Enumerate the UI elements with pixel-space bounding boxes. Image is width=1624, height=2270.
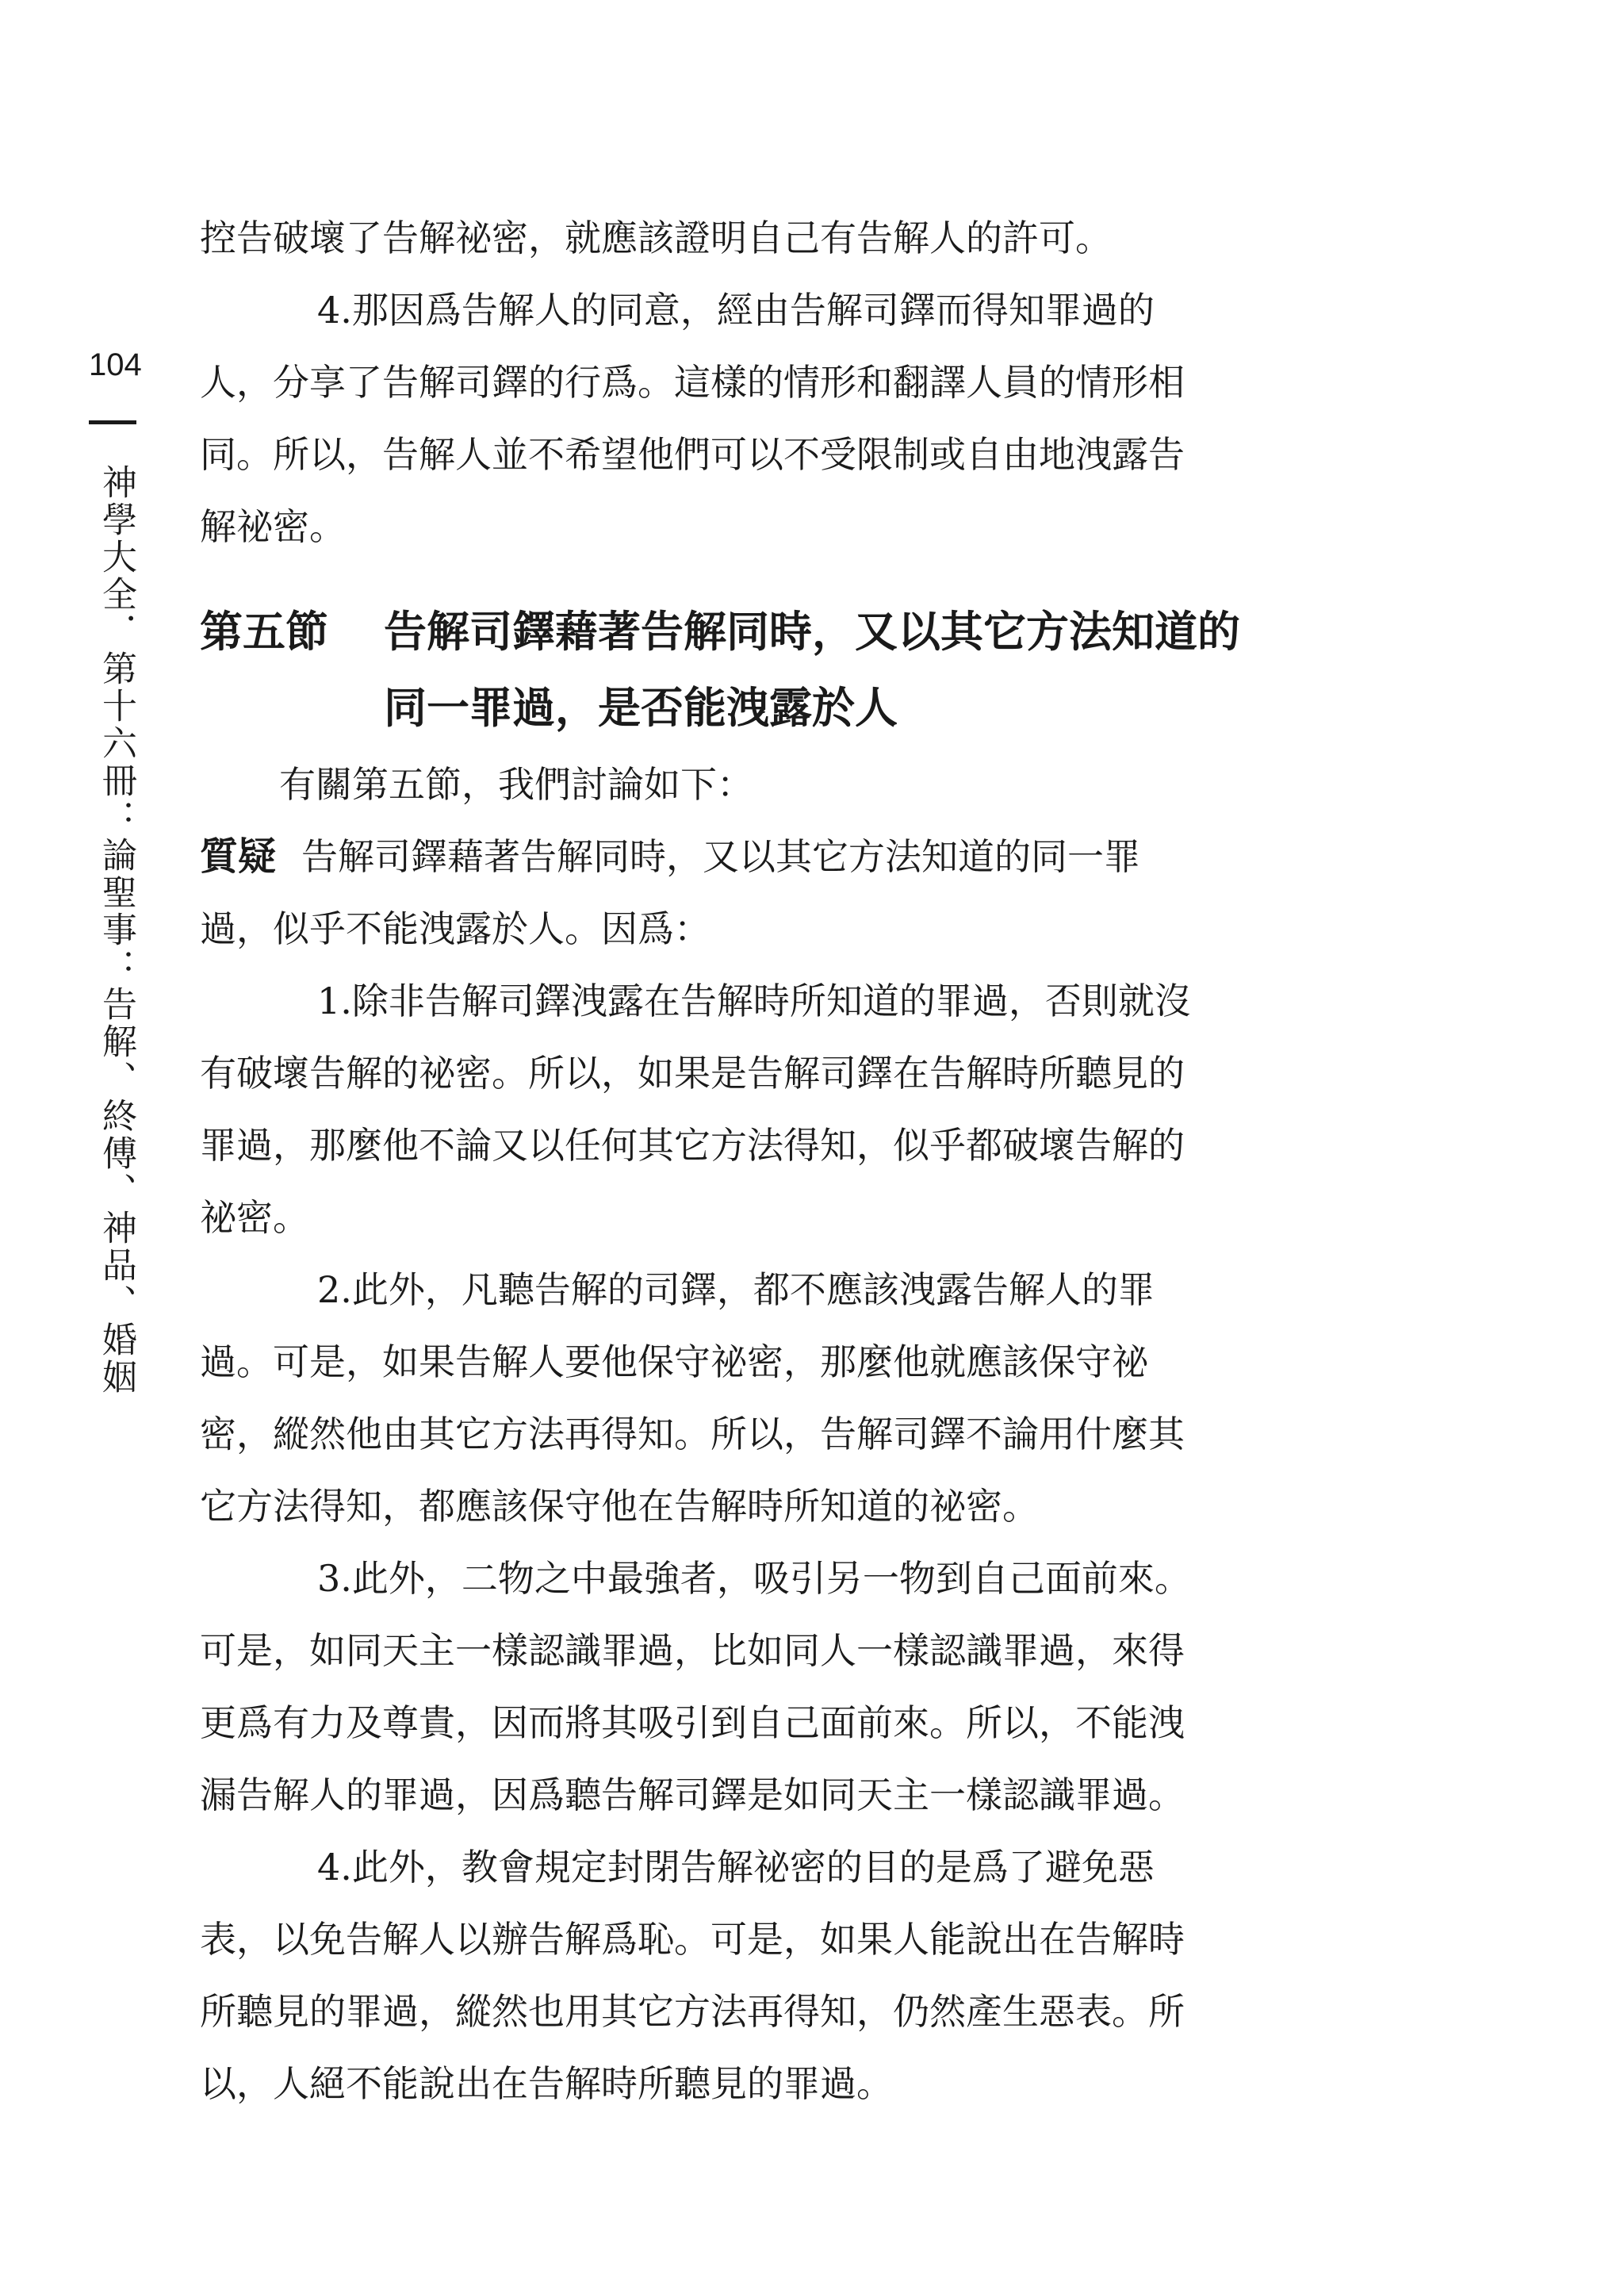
text-line: 解祕密。 (200, 505, 346, 548)
point-4-line: 4.此外，教會規定封閉告解祕密的目的是爲了避免惡 (317, 1846, 1155, 1888)
point-1-line: 有破壞告解的祕密。所以，如果是告解司鐸在告解時所聽見的 (200, 1052, 1185, 1095)
running-head: 神學大全．第十六冊：論聖事：告解、終傅、神品、婚姻 (96, 464, 136, 1396)
point-3-line: 3.此外，二物之中最強者，吸引另一物到自己面前來。 (317, 1557, 1191, 1600)
objection-label: 質疑 (200, 834, 277, 879)
intro-line: 有關第五節，我們討論如下： (279, 763, 753, 806)
section-label: 第五節 (200, 606, 328, 657)
text-line: 人，分享了告解司鐸的行爲。這樣的情形和翻譯人員的情形相 (200, 361, 1185, 404)
point-1-line: 祕密。 (200, 1196, 309, 1239)
section-title-line-2: 同一罪過，是否能洩露於人 (384, 682, 898, 733)
point-4-line: 以，人絕不能說出在告解時所聽見的罪過。 (200, 2062, 893, 2105)
point-2-line: 它方法得知，都應該保守他在告解時所知道的祕密。 (200, 1485, 1039, 1528)
text-line: 控告破壞了告解祕密，就應該證明自己有告解人的許可。 (200, 217, 1112, 259)
point-1-line: 1.除非告解司鐸洩露在告解時所知道的罪過，否則就沒 (317, 980, 1191, 1022)
objection-line (200, 821, 1334, 893)
point-2-line: 密，縱然他由其它方法再得知。所以，告解司鐸不論用什麼其 (200, 1413, 1185, 1455)
point-2-line: 2.此外，凡聽告解的司鐸，都不應該洩露告解人的罪 (317, 1268, 1155, 1311)
page-body (200, 202, 1334, 2120)
text-line: 4.那因爲告解人的同意，經由告解司鐸而得知罪過的 (317, 289, 1155, 332)
page-number: 104 (89, 347, 142, 382)
section-heading (200, 593, 1334, 746)
point-2-line: 過。可是，如果告解人要他保守祕密，那麼他就應該保守祕 (200, 1340, 1148, 1383)
objection-text: 告解司鐸藉著告解同時，又以其它方法知道的同一罪 (301, 835, 1141, 878)
point-4-line: 所聽見的罪過，縱然也用其它方法再得知，仍然產生惡表。所 (200, 1990, 1185, 2033)
point-1-line: 罪過，那麼他不論又以任何其它方法得知，似乎都破壞告解的 (200, 1124, 1185, 1167)
objection-line-2: 過，似乎不能洩露於人。因爲： (200, 907, 710, 950)
text-line: 同。所以，告解人並不希望他們可以不受限制或自由地洩露告 (200, 433, 1185, 476)
margin-rule (89, 420, 136, 424)
section-title-line-1: 告解司鐸藉著告解同時，又以其它方法知道的 (384, 606, 1240, 657)
point-3-line: 可是，如同天主一樣認識罪過，比如同人一樣認識罪過，來得 (200, 1629, 1185, 1672)
point-4-line: 表，以免告解人以辦告解爲恥。可是，如果人能說出在告解時 (200, 1918, 1185, 1961)
point-3-line: 更爲有力及尊貴，因而將其吸引到自己面前來。所以，不能洩 (200, 1701, 1185, 1744)
point-3-line: 漏告解人的罪過，因爲聽告解司鐸是如同天主一樣認識罪過。 (200, 1773, 1185, 1816)
